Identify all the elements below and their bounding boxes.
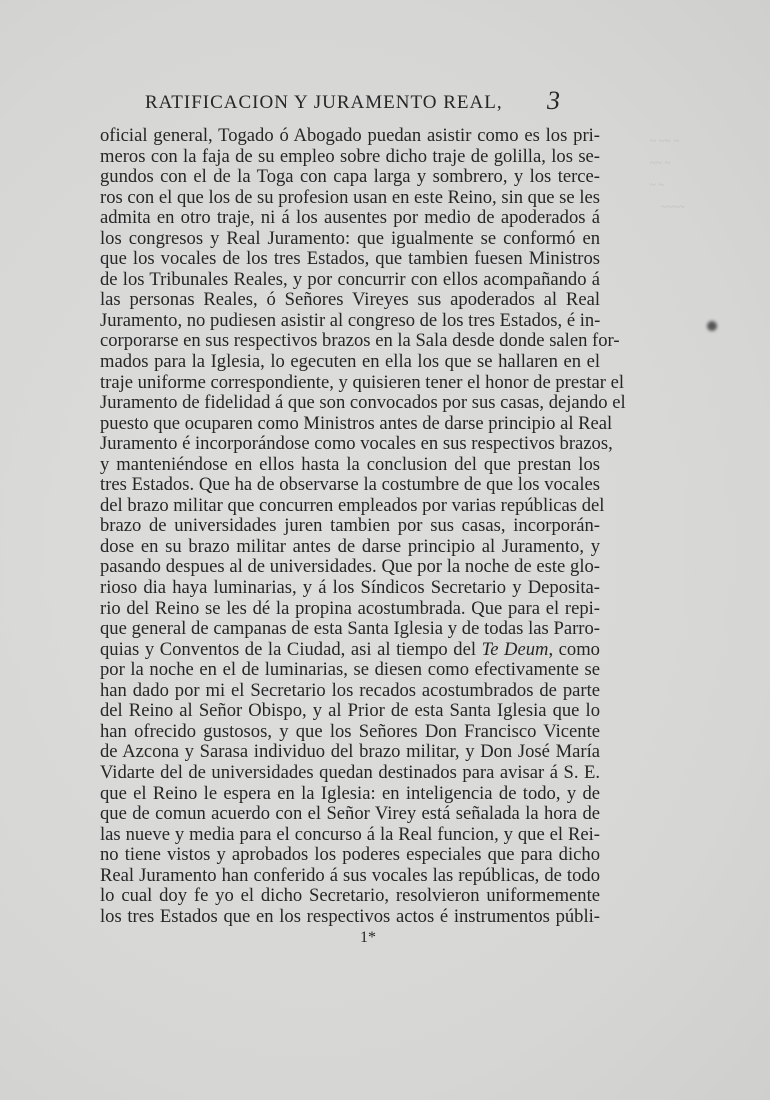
body-text (100, 125, 626, 927)
text-line: y manteniéndose en ellos hasta la conclusion del que prestan los (100, 453, 600, 475)
text-line: pasando despues al de universidades. Que por la noche de este glo- (100, 556, 600, 578)
text-line: oficial general, Togado ó Abogado puedan asistir como es los pri- (100, 125, 600, 146)
text-line: por la noche en el de luminarias, se diesen como efectivamente se (100, 659, 600, 681)
text-line: del brazo militar que concurren empleados por varias repúblicas del (100, 494, 605, 516)
text-line: Juramento, no pudiesen asistir al congreso de los tres Estados, é in- (100, 309, 601, 331)
text-line: han dado por mi el Secretario los recados acostumbrados de parte (100, 679, 600, 701)
text-line: Real Juramento han conferido á sus vocales las repúblicas, de todo (100, 864, 600, 886)
text-line: rioso dia haya luminarias, y á los Síndicos Secretario y Deposita- (100, 577, 600, 599)
text-line: no tiene vistos y aprobados los poderes especiales que para dicho (100, 844, 600, 866)
ink-spot (707, 321, 717, 331)
text-line: corporarse en sus respectivos brazos en la Sala desde donde salen for- (100, 330, 620, 352)
text-line: meros con la faja de su empleo sobre dicho traje de golilla, los se- (100, 145, 600, 167)
text-line: los congresos y Real Juramento: que igualmente se conformó en (100, 227, 600, 249)
text-segment: quias y Conventos de la Ciudad, asi al tiempo del (100, 638, 482, 660)
text-line (100, 640, 600, 661)
text-line: que de comun acuerdo con el Señor Virey está señalada la hora de (100, 803, 600, 825)
bleed-through-marks: ~ ~~ ~ ~~ ~ ~ ~ ~~~~ (650, 135, 685, 213)
running-title: RATIFICACION Y JURAMENTO REAL, (145, 92, 503, 113)
text-line: rio del Reino se les dé la propina acostumbrada. Que para el repi- (100, 597, 600, 619)
text-line: de los Tribunales Reales, y por concurrir con ellos acompañando á (100, 268, 600, 290)
text-line: Juramento de fidelidad á que son convocados por sus casas, dejando el (100, 392, 626, 414)
text-line: han ofrecido gustosos, y que los Señores Don Francisco Vicente (100, 720, 600, 742)
text-line: lo cual doy fe yo el dicho Secretario, resolvieron uniformemente (100, 885, 600, 907)
text-line: gundos con el de la Toga con capa larga y sombrero, y los terce- (100, 166, 600, 188)
text-line: Vidarte del de universidades quedan destinados para avisar á S. E. (100, 761, 600, 783)
text-line: ros con el que los de su profesion usan en este Reino, sin que se les (100, 186, 600, 208)
text-line: dose en su brazo militar antes de darse principio al Juramento, y (100, 535, 600, 557)
text-line: brazo de universidades juren tambien por sus casas, incorporán- (100, 515, 600, 537)
italic-text: Te Deum (481, 638, 549, 660)
text-line: de Azcona y Sarasa individuo del brazo militar, y Don José María (100, 741, 600, 763)
text-line: mados para la Iglesia, lo egecuten en ella los que se hallaren en el (100, 351, 600, 373)
text-line: que general de campanas de esta Santa Iglesia y de todas las Parro- (100, 618, 600, 640)
text-line: las personas Reales, ó Señores Vireyes sus apoderados al Real (100, 289, 600, 311)
text-line: que el Reino le espera en la Iglesia: en inteligencia de todo, y de (100, 782, 600, 804)
page-number: 3 (547, 86, 560, 115)
text-line: los tres Estados que en los respectivos actos é instrumentos públi- (100, 905, 600, 927)
text-line: las nueve y media para el concurso á la Real funcion, y que el Rei- (100, 823, 600, 845)
text-line: del Reino al Señor Obispo, y al Prior de esta Santa Iglesia que lo (100, 700, 600, 722)
text-line: que los vocales de los tres Estados, que tambien fuesen Ministros (100, 248, 600, 270)
text-line: puesto que ocuparen como Ministros antes de darse principio al Real (100, 412, 613, 434)
text-line: traje uniforme correspondiente, y quisieren tener el honor de prestar el (100, 371, 625, 393)
text-line: admita en otro traje, ni á los ausentes por medio de apoderados á (100, 207, 600, 229)
text-segment: , como (548, 638, 600, 660)
text-line: Juramento é incorporándose como vocales en sus respectivos brazos, (100, 433, 613, 455)
text-line: tres Estados. Que ha de observarse la costumbre de que los vocales (100, 474, 600, 496)
page-header (100, 88, 600, 118)
signature-mark: 1* (360, 929, 376, 946)
